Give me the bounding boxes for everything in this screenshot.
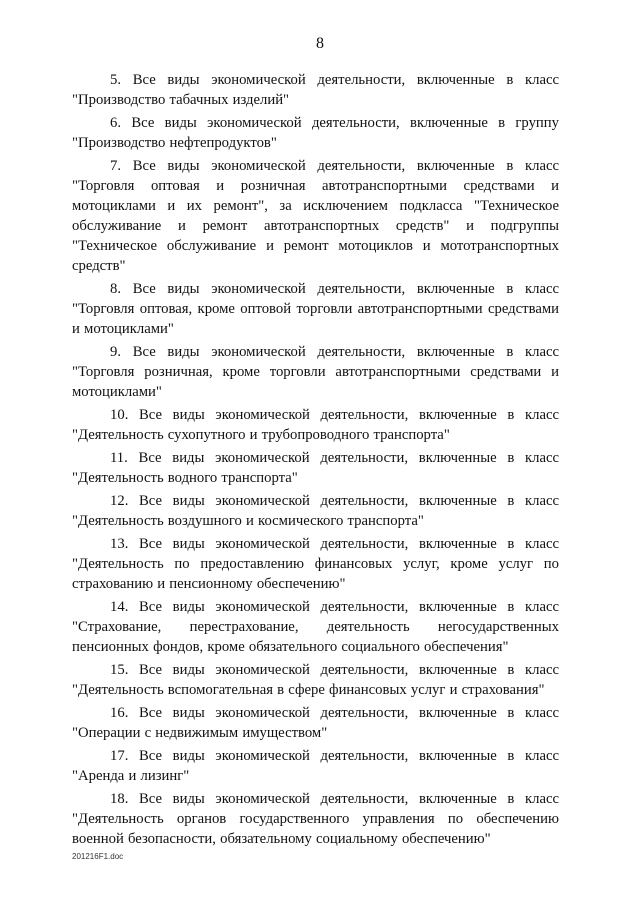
list-item-14: 14. Все виды экономической деятельности, включенные в класс "Страхование, перестрахование, деятельность негосударственных пенсионных фондов, кроме обязательного социального обеспечения" xyxy=(72,599,559,655)
list-item-5: 5. Все виды экономической деятельности, включенные в класс "Производство табачных изделий" xyxy=(72,72,559,108)
page-number: 8 xyxy=(316,35,324,52)
list-item-9: 9. Все виды экономической деятельности, включенные в класс "Торговля розничная, кроме торговли автотранспортными средствами и мотоциклами" xyxy=(72,344,559,400)
list-item-13: 13. Все виды экономической деятельности, включенные в класс "Деятельность по предоставлению финансовых услуг, кроме услуг по страхованию и пенсионному обеспечению" xyxy=(72,536,559,592)
list-item-6: 6. Все виды экономической деятельности, включенные в группу "Производство нефтепродуктов" xyxy=(72,115,559,151)
list-item-15: 15. Все виды экономической деятельности, включенные в класс "Деятельность вспомогательная в сфере финансовых услуг и страхования" xyxy=(72,662,559,698)
list-item-8: 8. Все виды экономической деятельности, включенные в класс "Торговля оптовая, кроме оптовой торговли автотранспортными средствами и мотоциклами" xyxy=(72,281,559,337)
list-item-7: 7. Все виды экономической деятельности, включенные в класс "Торговля оптовая и розничная автотранспортными средствами и мотоциклами и их ремонт", за исключением подкласса "Техническое обслуживание и ремонт автотранспортных средств" и подгруппы "Техническое обслуживание и ремонт мотоциклов и мототранспортных средств" xyxy=(72,158,559,274)
list-item-12: 12. Все виды экономической деятельности, включенные в класс "Деятельность воздушного и космического транспорта" xyxy=(72,493,559,529)
list-item-18: 18. Все виды экономической деятельности, включенные в класс "Деятельность органов государственного управления по обеспечению военной безопасности, обязательному социальному обеспечению" xyxy=(72,791,559,847)
list-item-16: 16. Все виды экономической деятельности, включенные в класс "Операции с недвижимым имуществом" xyxy=(72,705,559,741)
document-body xyxy=(72,70,559,852)
file-name-footer: 201216F1.doc xyxy=(72,852,124,861)
list-item-17: 17. Все виды экономической деятельности, включенные в класс "Аренда и лизинг" xyxy=(72,748,559,784)
list-item-10: 10. Все виды экономической деятельности, включенные в класс "Деятельность сухопутного и трубопроводного транспорта" xyxy=(72,407,559,443)
list-item-11: 11. Все виды экономической деятельности, включенные в класс "Деятельность водного транспорта" xyxy=(72,450,559,486)
